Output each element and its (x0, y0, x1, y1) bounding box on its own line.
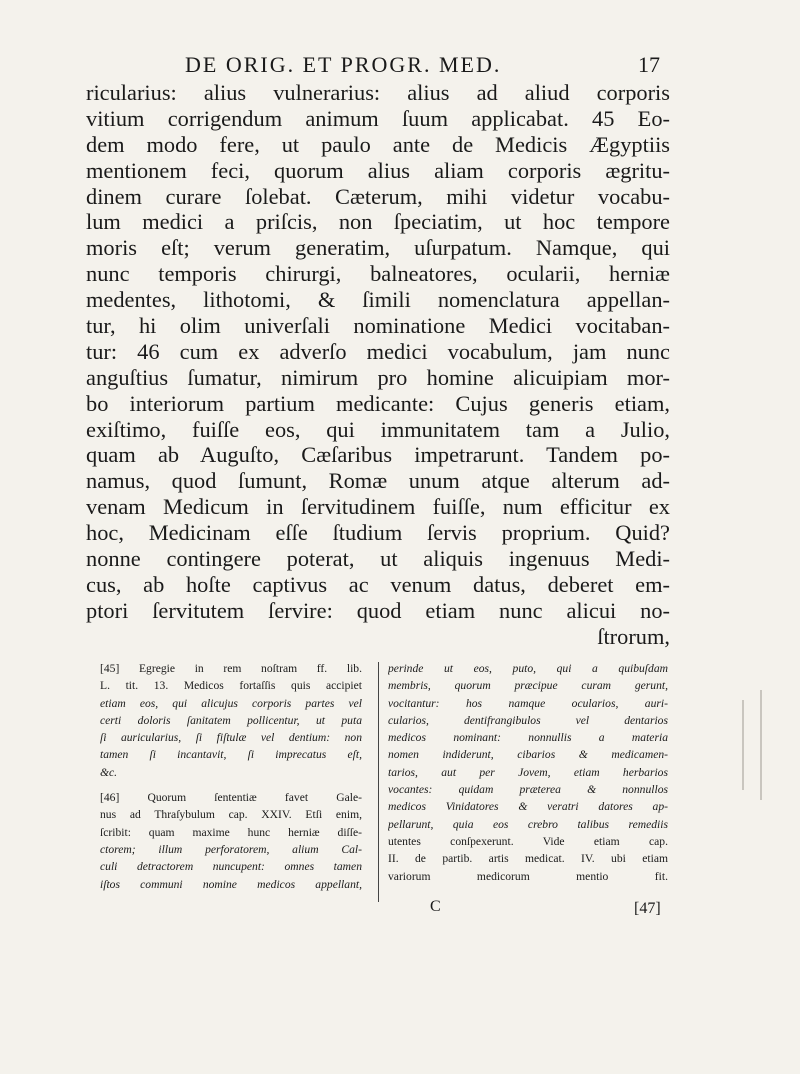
page-number: 17 (638, 52, 660, 77)
footnote-line: perinde ut eos, puto, qui a quibuſdam (388, 662, 668, 675)
footnote-line: medicos nominant: nonnullis a materia (388, 731, 668, 745)
text-line: exiſtimo, fuiſſe eos, qui immunitatem tam a Julio, (86, 416, 670, 442)
text-line: lum medici a priſcis, non ſpeciatim, ut hoc tempore (86, 209, 670, 235)
text-line: dinem curare ſolebat. Cæterum, mihi videtur vocabu- (86, 183, 670, 209)
footnote-line: II. de partib. artis medicat. IV. ubi etiam (388, 852, 668, 866)
text-line: nonne contingere poterat, ut aliquis ingenuus Medi- (86, 546, 670, 572)
text-line: cus, ab hoſte captivus ac venum datus, deberet em- (86, 571, 670, 597)
footnote-line: cularios, dentifrangibulos vel dentarios (388, 713, 668, 727)
text-line: ricularius: alius vulnerarius: alius ad aliud corporis (86, 80, 670, 105)
text-line: bo interiorum partium medicante: Cujus generis etiam, (86, 390, 670, 416)
footnote-line: ſcribit: quam maxime hunc herniæ diſſe- (100, 825, 362, 839)
text-line: dem modo fere, ut paulo ante de Medicis Ægyptiis (86, 131, 670, 157)
text-line: quam ab Auguſto, Cæſaribus impetrarunt. Tandem po- (86, 442, 670, 468)
margin-pencil-mark (742, 700, 744, 790)
footnote-line: nomen indiderunt, cibarios & medicamen- (388, 748, 668, 762)
footnote-line: vocitantur: hos namque ocularios, auri- (388, 696, 668, 710)
footnote-line: nus ad Thraſybulum cap. XXIV. Etſi enim, (100, 808, 362, 822)
text-line: tur, hi olim univerſali nominatione Medici vocitaban- (86, 313, 670, 339)
footnote-line: iſtos communi nomine medicos appellant, (100, 877, 362, 891)
text-line: medentes, lithotomi, & ſimili nomenclatura appellan- (86, 287, 670, 313)
footnote-line: etiam eos, qui alicujus corporis partes vel (100, 696, 362, 710)
text-line: ptori ſervitutem ſervire: quod etiam nunc alicui no- (86, 597, 670, 623)
footnote-line: variorum medicorum mentio fit. (388, 869, 668, 883)
footnote-line: membris, quorum præcipue curam gerunt, (388, 679, 668, 693)
footnote-line: utentes conſpexerunt. Vide etiam cap. (388, 834, 668, 848)
text-line: ſtrorum, (597, 623, 670, 649)
footnote-line: ſi auricularius, ſi fiſtulæ vel dentium: non (100, 731, 362, 745)
text-line: hoc, Medicinam eſſe ſtudium ſervis proprium. Quid? (86, 520, 670, 546)
running-header (160, 52, 680, 80)
text-line: venam Medicum in ſervitudinem fuiſſe, num efficitur ex (86, 494, 670, 520)
running-title: DE ORIG. ET PROGR. MED. (185, 52, 502, 77)
footnote-line: culi detractorem nuncupent: omnes tamen (100, 860, 362, 874)
footnote-line: pellarunt, quia eos crebro talibus remediis (388, 817, 668, 831)
footnote-line: [46] Quorum ſententiæ favet Gale- (100, 791, 362, 805)
footnote-line: tarios, aut per Jovem, etiam herbarios (388, 765, 668, 779)
signature-mark: C (430, 898, 441, 915)
footnote-line: [45] Egregie in rem noſtram ff. lib. (100, 662, 362, 675)
text-line: nunc temporis chirurgi, balneatores, ocularii, herniæ (86, 261, 670, 287)
footnote-line: &c. (100, 765, 118, 779)
main-text-block (86, 80, 670, 650)
text-line: namus, quod ſumunt, Romæ unum atque alterum ad- (86, 468, 670, 494)
text-line: anguſtius ſumatur, nimirum pro homine alicuipiam mor- (86, 364, 670, 390)
margin-pencil-mark (760, 690, 762, 800)
text-line: moris eſt; verum generatim, uſurpatum. Namque, qui (86, 235, 670, 261)
footnote-line: ctorem; illum perforatorem, alium Cal- (100, 842, 362, 856)
footnote-line: medicos Vinidatores & veratri datores ap- (388, 800, 668, 814)
footnote-line: certi doloris ſanitatem pollicentur, ut puta (100, 713, 362, 727)
catchword: [47] (634, 900, 661, 917)
column-divider (378, 662, 379, 902)
footnote-line: vocantes: quidam præterea & nonnullos (388, 783, 668, 797)
text-line: mentionem feci, quorum alius aliam corporis ægritu- (86, 157, 670, 183)
text-line: vitium corrigendum animum ſuum applicabat. 45 Eo- (86, 105, 670, 131)
footnotes-right-column (388, 660, 668, 885)
text-line: tur: 46 cum ex adverſo medici vocabulum, jam nunc (86, 338, 670, 364)
footnotes-left-column (100, 660, 362, 893)
footnote-line: tamen ſi incantavit, ſi imprecatus eſt, (100, 748, 362, 762)
footnote-line: L. tit. 13. Medicos fortaſſis quis accipiet (100, 679, 362, 693)
